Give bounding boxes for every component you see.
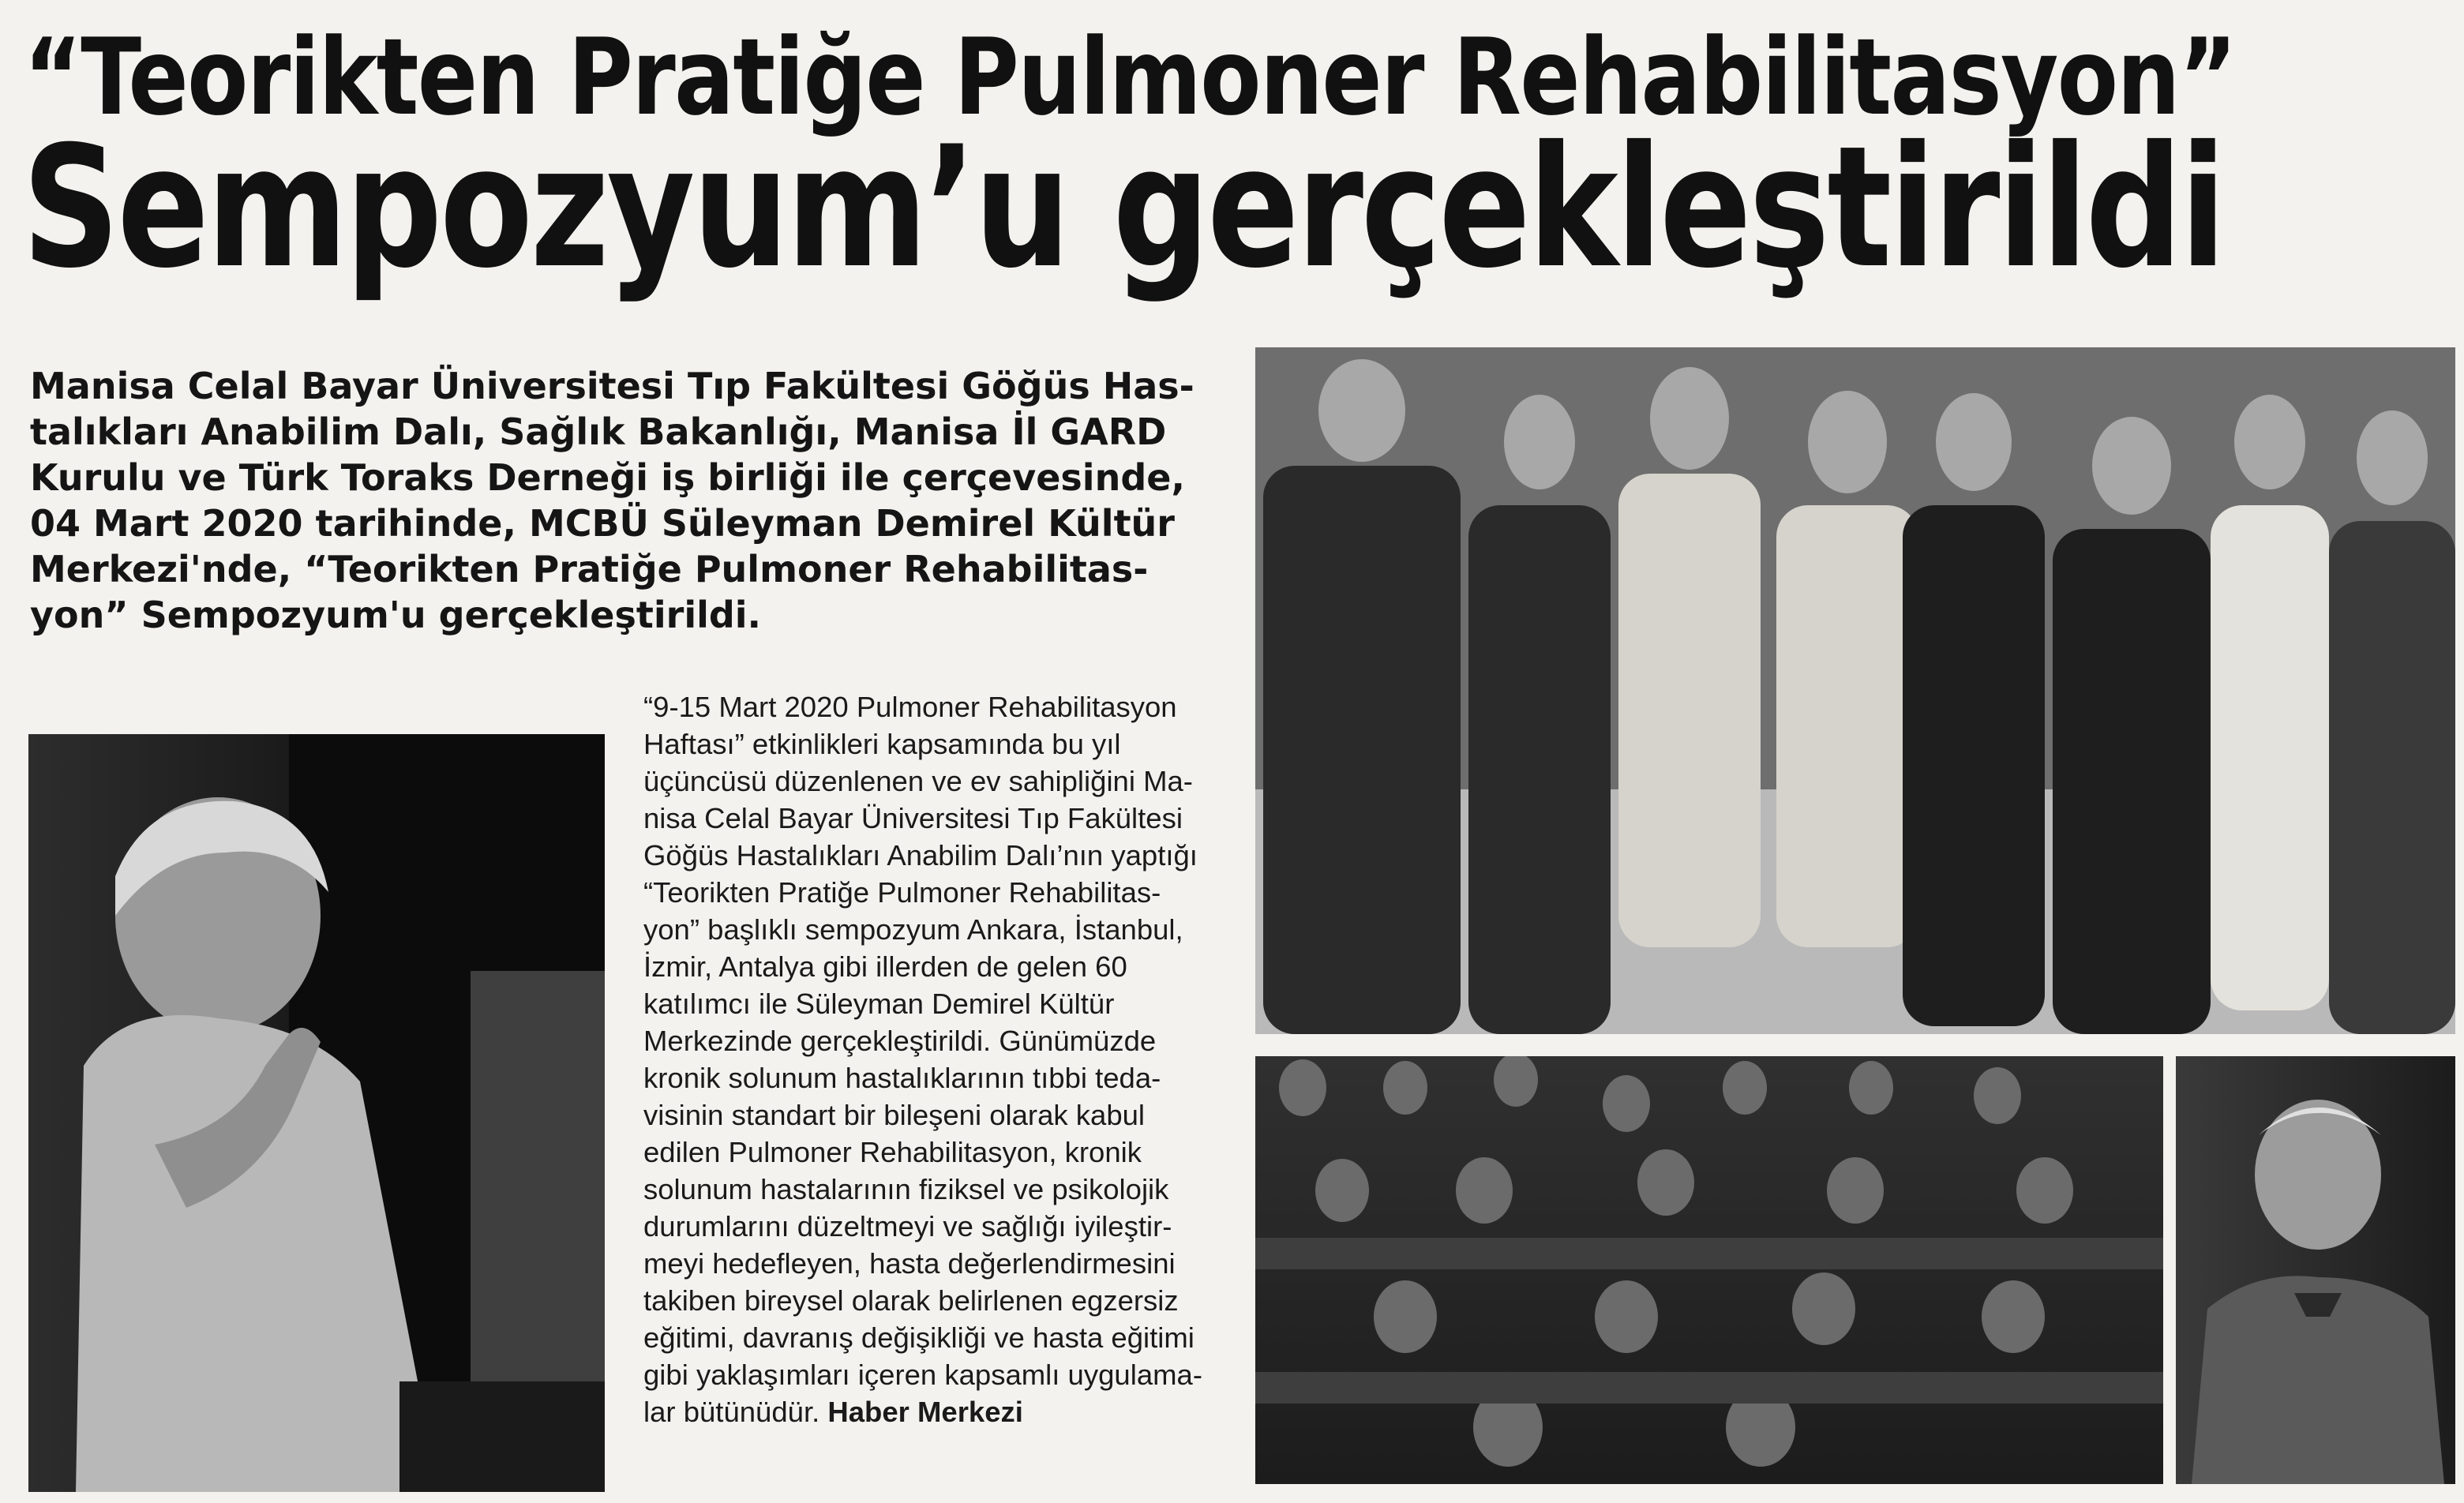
body-line: kronik solunum hastalıklarının tıbbi teda- bbox=[643, 1062, 1161, 1094]
body-line: edilen Pulmoner Rehabilitasyon, kronik bbox=[643, 1136, 1142, 1168]
lead-line: Merkezi'nde, “Teorikten Pratiğe Pulmoner Rehabilitas- bbox=[30, 548, 1149, 590]
body-line: meyi hedefleyen, hasta değerlendirmesini bbox=[643, 1247, 1176, 1280]
audience-photo bbox=[1255, 1056, 2163, 1484]
group-illustration bbox=[1255, 347, 2455, 1034]
body-line: Göğüs Hastalıkları Anabilim Dalı’nın yaptığı bbox=[643, 839, 1198, 871]
headline-line-2: Sempozyum’u gerçekleştirildi bbox=[22, 110, 2224, 305]
lead-line: Kurulu ve Türk Toraks Derneği iş birliği ile çerçevesinde, bbox=[30, 456, 1185, 499]
body-closing-text: lar bütünüdür. bbox=[643, 1396, 820, 1428]
lead-line: 04 Mart 2020 tarihinde, MCBÜ Süleyman Demirel Kültür bbox=[30, 502, 1175, 545]
body-line: durumlarını düzeltmeyi ve sağlığı iyileştir- bbox=[643, 1210, 1172, 1243]
body-line: İzmir, Antalya gibi illerden de gelen 60 bbox=[643, 950, 1127, 983]
speaker-illustration bbox=[28, 734, 605, 1492]
body-line: “9-15 Mart 2020 Pulmoner Rehabilitasyon bbox=[643, 691, 1177, 723]
article-body bbox=[643, 688, 1243, 1430]
body-line: Merkezinde gerçekleştirildi. Günümüzde bbox=[643, 1025, 1157, 1057]
lead-line: talıkları Anabilim Dalı, Sağlık Bakanlığı, Manisa İl GARD bbox=[30, 410, 1167, 453]
body-line: takiben bireysel olarak belirlenen egzersiz bbox=[643, 1284, 1179, 1317]
audience-illustration bbox=[1255, 1056, 2163, 1484]
byline: Haber Merkezi bbox=[827, 1396, 1023, 1428]
man-speaker-photo bbox=[2176, 1056, 2455, 1484]
body-line: eğitimi, davranış değişikliği ve hasta eğitimi bbox=[643, 1321, 1194, 1354]
lead-line: yon” Sempozyum'u gerçekleştirildi. bbox=[30, 594, 762, 636]
body-line: katılımcı ile Süleyman Demirel Kültür bbox=[643, 988, 1115, 1020]
body-line: yon” başlıklı sempozyum Ankara, İstanbul, bbox=[643, 913, 1183, 946]
lead-line: Manisa Celal Bayar Üniversitesi Tıp Fakültesi Göğüs Has- bbox=[30, 365, 1194, 407]
body-line: solunum hastalarının fiziksel ve psikolojik bbox=[643, 1173, 1169, 1205]
body-line: üçüncüsü düzenlenen ve ev sahipliğini Ma- bbox=[643, 765, 1193, 797]
man-speaker-illustration bbox=[2176, 1056, 2455, 1484]
body-line: gibi yaklaşımları içeren kapsamlı uygulama- bbox=[643, 1359, 1202, 1391]
body-line: “Teorikten Pratiğe Pulmoner Rehabilitas- bbox=[643, 876, 1161, 909]
body-line: Haftası” etkinlikleri kapsamında bu yıl bbox=[643, 728, 1121, 760]
speaker-photo bbox=[28, 734, 605, 1492]
group-photo bbox=[1255, 347, 2455, 1034]
headline-line-1: “Teorikten Pratiğe Pulmoner Rehabilitasyon” bbox=[24, 16, 2237, 139]
article-lead bbox=[30, 363, 1194, 638]
body-line: visinin standart bir bileşeni olarak kabul bbox=[643, 1099, 1146, 1131]
body-line: nisa Celal Bayar Üniversitesi Tıp Fakültesi bbox=[643, 802, 1183, 834]
body-last-line bbox=[643, 1393, 1243, 1430]
